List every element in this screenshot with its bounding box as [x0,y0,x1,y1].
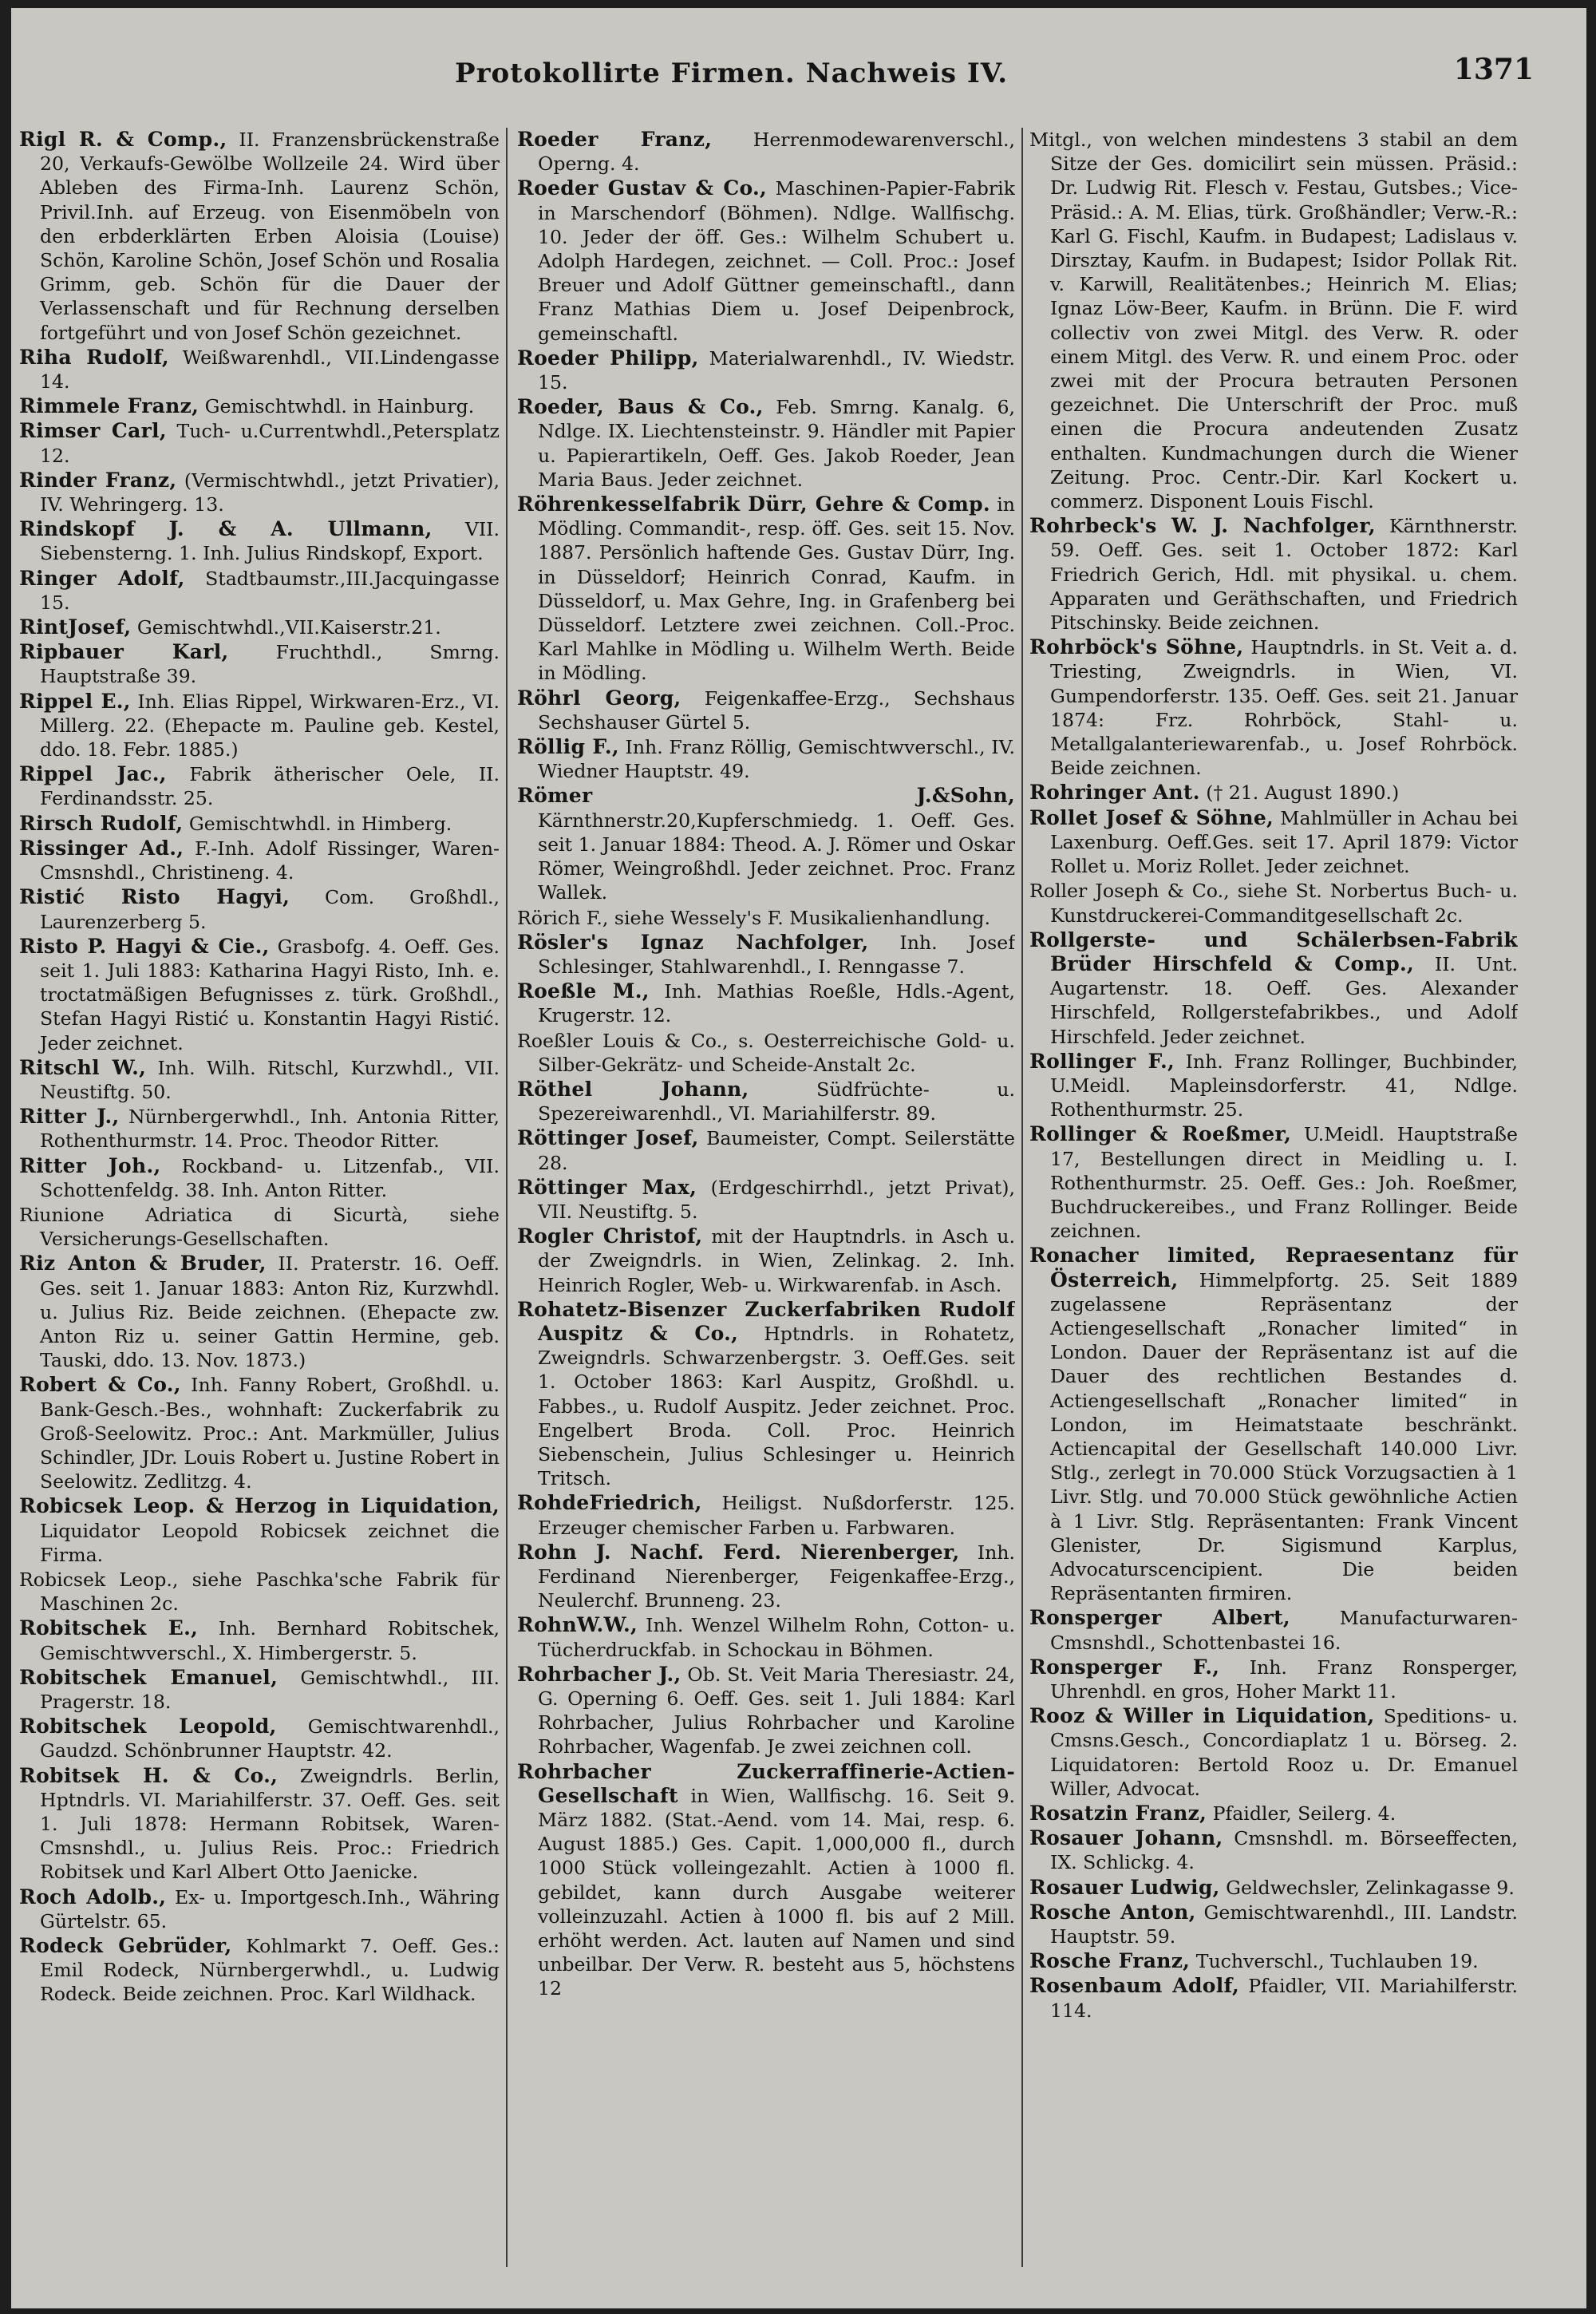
entry-text: Inh. Elias Rippel, Wirkwaren-Erz., VI. Millerg. 22. (Ehepacte m. Pauline geb. Kestel, ddo. 18. Febr. 1885.) [40,690,500,761]
firm-name: Rooz & Willer in Liquidation, [1029,1704,1375,1728]
directory-entry [517,395,1015,492]
directory-entry [19,128,500,345]
firm-name: Rohatetz-Bisenzer Zuckerfabriken Rudolf Auspitz & Co., [517,1297,1015,1345]
entry-text: Geldwechsler, Zelinkagasse 9. [1219,1876,1515,1899]
directory-entry [19,1616,500,1664]
firm-name: Rinder Franz, [19,468,177,492]
entry-text: Fruchthdl., Smrng. Hauptstraße 39. [40,641,500,688]
directory-entry [1029,1949,1518,1973]
entry-text: Südfrüchte- u. Spezereiwarenhdl., VI. Mariahilferstr. 89. [538,1078,1015,1125]
entry-text: Gemischtwhdl. in Himberg. [183,812,452,835]
firm-name: RohnW.W., [517,1613,638,1637]
directory-entry [19,1764,500,1885]
firm-name: Robitschek E., [19,1616,199,1640]
directory-entry [19,1666,500,1714]
entry-text: Tuch- u.Currentwhdl.,Petersplatz 12. [40,420,500,467]
firm-name: Rippel Jac., [19,762,167,786]
firm-name: Roch Adolb., [19,1885,167,1909]
firm-name: Rösler's Ignaz Nachfolger, [517,930,869,954]
directory-entry [19,1494,500,1567]
directory-entry [19,1568,500,1616]
firm-name: Röllig F., [517,735,619,759]
entry-text: Rörich F., siehe Wessely's F. Musikalienhandlung. [517,906,991,929]
firm-name: Röttinger Max, [517,1175,697,1199]
firm-name: Ringer Adolf, [19,566,185,590]
directory-entry [19,346,500,394]
directory-entry [517,1491,1015,1539]
firm-name: Robitschek Emanuel, [19,1665,279,1689]
firm-name: Robitsek H. & Co., [19,1763,279,1787]
directory-entry [1029,781,1518,805]
directory-entry [517,176,1015,345]
entry-text: II. Unt. Augartenstr. 18. Oeff. Ges. Alexander Hirschfeld, Rollgerstefabrikbes., und Adolf Hirschfeld. Jeder zeichnet. [1050,952,1518,1048]
firm-name: Roeder Gustav & Co., [517,176,768,200]
entry-text: Riunione Adriatica di Sicurtà, siehe Versicherungs-Gesellschaften. [19,1203,500,1251]
firm-name: Rodeck Gebrüder, [19,1934,232,1958]
firm-name: Römer J.&Sohn, [517,784,1015,808]
entry-text: Gemischtwarenhdl., III. Landstr. Hauptstr. 59. [1050,1901,1518,1948]
entry-text: Roeßler Louis & Co., s. Oesterreichische Gold- u. Silber-Gekrätz- und Scheide-Anstalt 2c. [517,1029,1015,1076]
entry-text: Maschinen-Papier-Fabrik in Marschendorf (Böhmen). Ndlge. Wallfischg. 10. Jeder der öff. Ges.: Wilhelm Schubert u. Adolph Hardegen, zeichnet. — Coll. Proc.: Josef Breuer und Adolf Güttner gemeinschaftl., dann Franz Mathias Diem u. Josef Deipenbrock, gemeinschaftl. [538,177,1015,345]
directory-entry [19,812,500,836]
firm-name: Rollet Josef & Söhne, [1029,805,1274,829]
firm-name: Rigl R. & Comp., [19,128,227,151]
entry-text: Kärnthnerstr.20,Kupferschmiedg. 1. Oeff. Ges. seit 1. Januar 1884: Theod. A. J. Römer und Oskar Römer, Weingroßhdl. Jeder zeichnet. Proc. Franz Wallek. [538,809,1015,904]
firm-name: Riz Anton & Bruder, [19,1252,267,1276]
entry-text: Inh. Franz Ronsperger, Uhrenhdl. en gros, Hoher Markt 11. [1050,1655,1518,1703]
directory-entry [19,1203,500,1251]
directory-entry [517,1176,1015,1224]
entry-text: Inh. Ferdinand Nierenberger, Feigenkaffee-Erzg., Neulerchf. Brunneng. 23. [538,1541,1015,1612]
directory-entry [1029,1122,1518,1243]
page-title: Protokollirte Firmen. Nachweis IV. [455,57,1009,89]
directory-entry [19,762,500,810]
directory-entry [1029,1655,1518,1703]
directory-entry [19,1885,500,1933]
directory-entry [19,517,500,565]
entry-text: (Erdgeschirrhdl., jetzt Privat), VII. Neustiftg. 5. [538,1176,1015,1223]
entry-text: Himmelpfortg. 25. Seit 1889 zugelassene Repräsentanz der Actiengesellschaft „Ronacher limited“ in London. Dauer der Repräsentanz ist auf die Dauer des rechtlichen Bestandes d. Actiengesellschaft „Ronacher limited“ in London, im Heimatstaate beschränkt. Actiencapital der Gesellschaft 140.000 Livr. Stlg., zerlegt in 70.000 Stück Vorzugsactien à 1 Livr. Stlg. und 70.000 Stück gewöhnliche Actien à 1 Livr. Stlg. Repräsentanten: Frank Vincent Glenister, Dr. Sigismund Karplus, Advocaturscencipient. Die beiden Repräsentanten firmiren. [1050,1268,1518,1605]
entry-text: (Vermischtwhdl., jetzt Privatier), IV. Wehringerg. 13. [40,469,500,516]
entry-text: VII. Siebensterng. 1. Inh. Julius Rindskopf, Export. [40,518,500,565]
directory-entry [1029,514,1518,635]
firm-name: Röhrenkesselfabrik Dürr, Gehre & Comp. [517,492,990,516]
entry-text: mit der Hauptndrls. in Asch u. der Zweigndrls. in Wien, Zelinkag. 2. Inh. Heinrich Rogler, Web- u. Wirkwarenfab. in Asch. [538,1225,1015,1296]
directory-entry [517,906,1015,930]
entry-text: Ob. St. Veit Maria Theresiastr. 24, G. Operning 6. Oeff. Ges. seit 1. Juli 1884: Karl Rohrbacher, Julius Rohrbacher und Karoline Rohrbacher, Wagenfab. Je zwei zeichnen coll. [538,1663,1015,1758]
entry-text: Com. Großhdl., Laurenzerberg 5. [40,886,500,933]
directory-entry [19,1252,500,1372]
column-3 [1029,128,1518,2283]
entry-text: Feb. Smrng. Kanalg. 6, Ndlge. IX. Liechtensteinstr. 9. Händler mit Papier u. Papierartikeln, Oeff. Ges. Jakob Roeder, Jean Maria Baus. Jeder zeichnet. [538,396,1015,491]
entry-text: († 21. August 1890.) [1199,781,1400,805]
firm-name: Röttinger Josef, [517,1126,699,1150]
entry-text: Gemischtwarenhdl., Gaudzd. Schönbrunner Hauptstr. 42. [40,1715,500,1762]
directory-entry [1029,635,1518,780]
firm-name: Rissinger Ad., [19,836,184,860]
entry-text: Materialwarenhdl., IV. Wiedstr. 15. [538,346,1015,394]
entry-text: Inh. Josef Schlesinger, Stahlwarenhdl., I. Renngasse 7. [538,931,1015,978]
entry-text: Inh. Wenzel Wilhelm Rohn, Cotton- u. Tücherdruckfab. in Schockau in Böhmen. [538,1614,1015,1661]
entry-text: Inh. Franz Röllig, Gemischtwverschl., IV. Wiedner Hauptstr. 49. [538,736,1015,783]
entry-text: in Mödling. Commandit-, resp. öff. Ges. seit 15. Nov. 1887. Persönlich haftende Ges. Gustav Dürr, Ing. in Düsseldorf; Heinrich Conrad, Kaufm. in Düsseldorf, u. Max Gehre, Ing. in Grafenberg bei Düsseldorf. Letztere zwei zeichnen. Coll.-Proc. Karl Mahlke in Mödling u. Wilhelm Werth. Beide in Mödling. [538,493,1015,685]
entry-text: Feigenkaffee-Erzg., Sechshaus Sechshauser Gürtel 5. [538,686,1015,734]
firm-name: Roeder Philipp, [517,346,699,370]
entry-text: Roller Joseph & Co., siehe St. Norbertus Buch- u. Kunstdruckerei-Commanditgesellschaft 2c. [1029,880,1518,927]
firm-name: Rohringer Ant. [1029,781,1200,805]
entry-text: Gemischtwhdl.,VII.Kaiserstr.21. [131,616,441,639]
directory-entry [1029,1802,1518,1825]
directory-entry [517,784,1015,904]
directory-entry [19,615,500,639]
firm-name: Robitschek Leopold, [19,1715,277,1738]
entry-text: Baumeister, Compt. Seilerstätte 28. [538,1127,1015,1174]
firm-name: Ritter J., [19,1105,120,1129]
firm-name: Ripbauer Karl, [19,640,229,664]
firm-name: Rindskopf J. & A. Ullmann, [19,517,433,541]
firm-name: Rosenbaum Adolf, [1029,1974,1240,1998]
directory-entry [19,1056,500,1104]
entry-text: Fabrik ätherischer Oele, II. Ferdinandsstr. 25. [40,763,500,810]
directory-entry [517,1078,1015,1125]
firm-name: Rogler Christof, [517,1224,703,1248]
directory-entry [19,640,500,688]
directory-entry [19,885,500,933]
firm-name: Rirsch Rudolf, [19,811,184,835]
column-2 [517,128,1015,2283]
directory-entry [1029,806,1518,879]
directory-entry [1029,1704,1518,1801]
directory-entry [1029,1826,1518,1874]
directory-entry [1029,1606,1518,1654]
directory-entry [517,979,1015,1027]
directory-entry [19,837,500,884]
directory-entry [517,1298,1015,1491]
firm-name: RintJosef, [19,615,132,639]
entry-text: Cmsnshdl. m. Börseeffecten, IX. Schlickg. 4. [1050,1827,1518,1874]
entry-text: in Wien, Wallfischg. 16. Seit 9. März 1882. (Stat.-Aend. vom 14. Mai, resp. 6. August 1885.) Ges. Capit. 1,000,000 fl., durch 1000 Stück volleingezahlt. Actien à 1000 fl. gebildet, kann durch Ausgabe weiterer volleinzuzahl. Actien à 1000 fl. bis auf 2 Mill. erhöht werden. Act. lauten auf Namen und sind unbeilbar. Der Verw. R. besteht aus 5, höchstens 12 [538,1784,1015,2000]
directory-entry [19,419,500,467]
directory-entry [517,1663,1015,1759]
firm-name: Rimser Carl, [19,419,167,443]
entry-text: Mahlmüller in Achau bei Laxenburg. Oeff.Ges. seit 17. April 1879: Victor Rollet u. Moriz Rollet. Jeder zeichnet. [1050,806,1518,878]
firm-name: RohdeFriedrich, [517,1491,702,1515]
directory-entry [517,735,1015,783]
firm-name: Roeder, Baus & Co., [517,395,764,419]
directory-entry [517,1029,1015,1077]
firm-name: Ristić Risto Hagyi, [19,885,290,909]
firm-name: Ronsperger F., [1029,1655,1220,1679]
entry-text: Gemischtwhdl., III. Pragerstr. 18. [40,1666,500,1713]
entry-text: Herrenmodewarenverschl., Operng. 4. [538,129,1015,176]
entry-text: Inh. Franz Rollinger, Buchbinder, U.Meidl. Mapleinsdorferstr. 41, Ndlge. Rothenthurmstr. 25. [1050,1050,1518,1121]
entry-text: Inh. Mathias Roeßle, Hdls.-Agent, Krugerstr. 12. [538,980,1015,1027]
firm-name: Ronsperger Albert, [1029,1606,1290,1630]
directory-page [11,8,1586,2308]
directory-entry [1029,1244,1518,1605]
entry-text: Rockband- u. Litzenfab., VII. Schottenfeldg. 38. Inh. Anton Ritter. [40,1154,500,1201]
firm-name: Ritter Joh., [19,1153,161,1177]
entry-text: II. Franzensbrückenstraße 20, Verkaufs-Gewölbe Wollzeile 24. Wird über Ableben des Firma-Inh. Laurenz Schön, Privil.Inh. auf Erzeug. von Eisenmöbeln von den erbderklärten Erben Aloisia (Louise) Schön, Karoline Schön, Josef Schön und Rosalia Grimm, geb. Schön für die Dauer der Verlassenschaft und für Rechnung derselben fortgeführt und von Josef Schön gezeichnet. [40,129,500,344]
firm-name: Rosauer Ludwig, [1029,1875,1220,1899]
directory-entry [517,346,1015,394]
entry-text: Zweigndrls. Berlin, Hptndrls. VI. Mariahilferstr. 37. Oeff. Ges. seit 1. Juli 1878: Hermann Robitsek, Waren-Cmsnshdl., u. Julius Reis. Proc.: Friedrich Robitsek und Karl Albert Otto Jaenicke. [40,1764,500,1884]
entry-text: Hauptndrls. in St. Veit a. d. Triesting, Zweigndrls. in Wien, VI. Gumpendorferstr. 135. Oeff. Ges. seit 21. Januar 1874: Frz. Rohrböck, Stahl- u. Metallgalanteriewarenfab., u. Josef Rohrböck. Beide zeichnen. [1050,636,1518,780]
entry-text: Inh. Wilh. Ritschl, Kurzwhdl., VII. Neustiftg. 50. [40,1056,500,1103]
firm-name: Ritschl W., [19,1055,147,1079]
directory-entry [19,1105,500,1153]
column-1 [19,128,500,2283]
entry-text: U.Meidl. Hauptstraße 17, Bestellungen direct in Meidling u. I. Rothenthurmstr. 25. Oeff. Ges.: Joh. Roeßmer, Buchdruckereibes., und Franz Rollinger. Beide zeichnen. [1050,1123,1518,1243]
entry-text: Pfaidler, Seilerg. 4. [1207,1802,1396,1825]
firm-name: Rollinger F., [1029,1049,1175,1073]
directory-entry [19,1715,500,1762]
directory-entry [19,1934,500,2007]
firm-name: Rohrböck's Söhne, [1029,635,1244,659]
entry-text: Ex- u. Importgesch.Inh., Währing Gürtelstr. 65. [40,1885,500,1932]
directory-entry [517,1224,1015,1297]
firm-name: Risto P. Hagyi & Cie., [19,934,270,958]
directory-entry [1029,928,1518,1049]
firm-name: Riha Rudolf, [19,345,169,369]
directory-entry [19,1154,500,1202]
firm-name: Rosatzin Franz, [1029,1802,1207,1825]
firm-name: Röthel Johann, [517,1077,749,1101]
directory-entry [517,1541,1015,1613]
firm-name: Rosche Anton, [1029,1900,1196,1924]
firm-name: Rosauer Johann, [1029,1826,1223,1850]
directory-entry [19,394,500,418]
entry-text: Inh. Fanny Robert, Großhdl. u. Bank-Gesch.-Bes., wohnhaft: Zuckerfabrik zu Groß-Seelowitz. Proc.: Ant. Markmüller, Julius Schindler, JDr. Louis Robert u. Justine Robert in Seelowitz. Zedlitzg. 4. [40,1374,500,1493]
directory-entry [1029,128,1518,513]
entry-text: Inh. Bernhard Robitschek, Gemischtwverschl., X. Himbergerstr. 5. [40,1617,500,1664]
directory-entry [19,690,500,762]
firm-name: Rippel E., [19,689,131,713]
entry-text: Heiligst. Nußdorferstr. 125. Erzeuger chemischer Farben u. Farbwaren. [538,1492,1015,1539]
directory-entry [517,931,1015,979]
firm-name: Rollgerste- und Schälerbsen-Fabrik Brüder Hirschfeld & Comp., [1029,928,1518,975]
firm-name: Robicsek Leop. & Herzog in Liquidation, [19,1494,500,1518]
page-header [11,53,1586,113]
column-divider [506,128,508,2267]
directory-entry [517,1126,1015,1174]
directory-entry [1029,1974,1518,2022]
firm-name: Röhrl Georg, [517,686,681,710]
directory-entry [19,1373,500,1493]
entry-text: II. Praterstr. 16. Oeff. Ges. seit 1. Januar 1883: Anton Riz, Kurzwhdl. u. Julius Riz. Beide zeichnen. (Ehepacte zw. Anton Riz u. seiner Gattin Hermine, geb. Tauski, ddo. 13. Nov. 1873.) [40,1252,500,1372]
firm-name: Roeder Franz, [517,128,713,151]
firm-name: Rohrbeck's W. J. Nachfolger, [1029,514,1376,538]
entry-text: Speditions- u. Cmsns.Gesch., Concordiaplatz 1 u. Börseg. 2. Liquidatoren: Bertold Rooz u. Dr. Emanuel Willer, Advocat. [1050,1705,1518,1800]
firm-name: Rohrbacher Zuckerraffinerie-Actien-Gesellschaft [517,1759,1015,1807]
page-number: 1371 [1453,53,1534,86]
directory-entry [19,935,500,1055]
entry-text: Grasbofg. 4. Oeff. Ges. seit 1. Juli 1883: Katharina Hagyi Risto, Inh. e. troctatmäßigen Befugnisses z. türk. Großhdl., Stefan Hagyi Ristić u. Konstantin Hagyi Ristić. Jeder zeichnet. [40,935,500,1054]
entry-text: Weißwarenhdl., VII.Lindengasse 14. [40,346,500,394]
firm-name: Rollinger & Roeßmer, [1029,1122,1292,1146]
directory-entry [517,1613,1015,1661]
entry-text: Stadtbaumstr.,III.Jacquingasse 15. [40,567,500,614]
entry-text: Liquidator Leopold Robicsek zeichnet die Firma. [40,1519,500,1566]
directory-entry [19,469,500,516]
directory-entry [517,128,1015,176]
firm-name: Rosche Franz, [1029,1949,1191,1973]
directory-entry [1029,1050,1518,1122]
directory-entry [19,567,500,615]
firm-name: Rohrbacher J., [517,1662,681,1686]
directory-entry [517,686,1015,734]
directory-entry [1029,1901,1518,1948]
entry-text: Nürnbergerwhdl., Inh. Antonia Ritter, Rothenthurmstr. 14. Proc. Theodor Ritter. [40,1106,500,1153]
firm-name: Robert & Co., [19,1373,181,1397]
entry-text: Pfaidler, VII. Mariahilferstr. 114. [1050,1975,1518,2022]
entry-text: F.-Inh. Adolf Rissinger, Waren-Cmsnshdl., Christineng. 4. [40,837,500,884]
entry-text: Kärnthnerstr. 59. Oeff. Ges. seit 1. October 1872: Karl Friedrich Gerich, Hdl. mit physikal. u. chem. Apparaten und Geräthschaften, und Friedrich Pitschinsky. Beide zeichnen. [1050,515,1518,635]
column-divider [1021,128,1023,2267]
directory-entry [1029,879,1518,927]
entry-text: Hptndrls. in Rohatetz, Zweigndrls. Schwarzenbergstr. 3. Oeff.Ges. seit 1. October 1863: Karl Auspitz, Großhdl. u. Fabbes., u. Rudolf Auspitz. Jeder zeichnet. Proc. Engelbert Broda. Coll. Proc. Heinrich Siebenschein, Julius Schlesinger u. Heinrich Tritsch. [538,1322,1015,1490]
directory-entry [517,1760,1015,2001]
firm-name: Rimmele Franz, [19,394,200,418]
entry-text: Gemischtwhdl. in Hainburg. [199,395,475,418]
directory-entry [1029,1876,1518,1900]
entry-text: Mitgl., von welchen mindestens 3 stabil an dem Sitze der Ges. domicilirt sein müssen. Präsid.: Dr. Ludwig Rit. Flesch v. Festau, Gutsbes.; Vice-Präsid.: A. M. Elias, türk. Großhändler; Verw.-R.: Karl G. Fischl, Kaufm. in Budapest; Ladislaus v. Dirsztay, Kaufm. in Budapest; Isidor Pollak Rit. v. Karwill, Realitätenbes.; Heinrich M. Elias; Ignaz Löw-Beer, Kaufm. in Brünn. Die F. wird collectiv von zwei Mitgl. des Verw. R. oder einem Mitgl. des Verw. R. und einem Proc. oder zwei mit der Procura betrauten Personen gezeichnet. Die Unterschrift der Proc. muß einen die Procura andeutenden Zusatz enthalten. Kundmachungen durch die Wiener Zeitung. Proc. Centr.-Dir. Karl Kockert u. commerz. Disponent Louis Fischl. [1029,129,1518,513]
entry-text: Tuchverschl., Tuchlauben 19. [1190,1950,1479,1973]
entry-text: Kohlmarkt 7. Oeff. Ges.: Emil Rodeck, Nürnbergerwhdl., u. Ludwig Rodeck. Beide zeichnen. Proc. Karl Wildhack. [40,1935,500,2006]
directory-entry [517,492,1015,686]
firm-name: Rohn J. Nachf. Ferd. Nierenberger, [517,1540,960,1564]
entry-text: Manufacturwaren-Cmsnshdl., Schottenbastei 16. [1050,1607,1518,1654]
firm-name: Ronacher limited, Repraesentanz für Österreich, [1029,1244,1518,1291]
entry-text: Robicsek Leop., siehe Paschka'sche Fabrik für Maschinen 2c. [19,1568,500,1616]
firm-name: Roeßle M., [517,979,650,1003]
